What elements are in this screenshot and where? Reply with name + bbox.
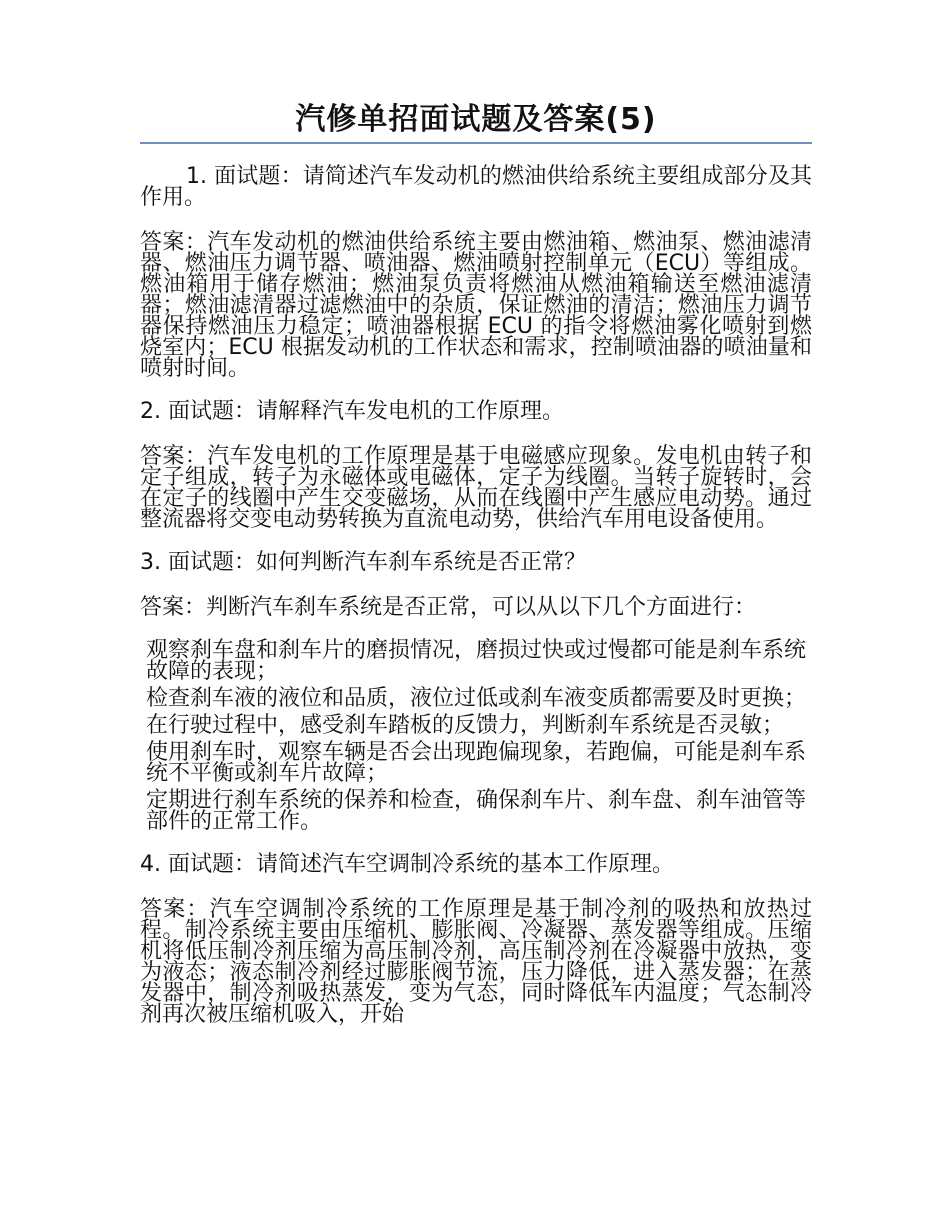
answer-3: 答案：判断汽车刹车系统是否正常，可以从以下几个方面进行： <box>140 595 757 620</box>
list-item: 使用刹车时，观察车辆是否会出现跑偏现象，若跑偏，可能是刹车系统不平衡或刹车片故障； <box>146 740 807 786</box>
answer-4: 答案：汽车空调制冷系统的工作原理是基于制冷剂的吸热和放热过程。制冷系统主要由压缩机、膨胀阀、冷凝器、蒸发器等组成。压缩机将低压制冷剂压缩为高压制冷剂，高压制冷剂在冷凝器中放热，变为液态；液态制冷剂经过膨胀阀节流，压力降低，进入蒸发器；在蒸发器中，制冷剂吸热蒸发，变为气态，同时降低车内温度；气态制冷剂再次被压缩机吸入，开始 <box>140 897 812 1027</box>
question-3: 3. 面试题：如何判断汽车刹车系统是否正常？ <box>140 550 586 575</box>
list-item: 检查刹车液的液位和品质，液位过低或刹车液变质都需要及时更换； <box>146 686 807 711</box>
list-item: 定期进行刹车系统的保养和检查，确保刹车片、刹车盘、刹车油管等部件的正常工作。 <box>146 788 807 834</box>
answer-2: 答案：汽车发电机的工作原理是基于电磁感应现象。发电机由转子和定子组成，转子为永磁体或电磁体，定子为线圈。当转子旋转时，会在定子的线圈中产生交变磁场，从而在线圈中产生感应电动势。通过整流器将交变电动势转换为直流电动势，供给汽车用电设备使用。 <box>140 444 812 532</box>
list-item: 在行驶过程中，感受刹车踏板的反馈力，判断刹车系统是否灵敏； <box>146 713 785 738</box>
question-2: 2. 面试题：请解释汽车发电机的工作原理。 <box>140 399 564 424</box>
list-item: 观察刹车盘和刹车片的磨损情况，磨损过快或过慢都可能是刹车系统故障的表现； <box>146 638 807 684</box>
question-1: 1. 面试题：请简述汽车发动机的燃油供给系统主要组成部分及其作用。 <box>140 164 812 210</box>
question-4: 4. 面试题：请简述汽车空调制冷系统的基本工作原理。 <box>140 852 674 877</box>
answer-1: 答案：汽车发动机的燃油供给系统主要由燃油箱、燃油泵、燃油滤清器、燃油压力调节器、喷油器、燃油喷射控制单元（ECU）等组成。燃油箱用于储存燃油；燃油泵负责将燃油从燃油箱输送至燃油滤清器；燃油滤清器过滤燃油中的杂质，保证燃油的清洁；燃油压力调节器保持燃油压力稳定；喷油器根据 ECU 的指令将燃油雾化喷射到燃烧室内；ECU 根据发动机的工作状态和需求，控制喷油器的喷油量和喷射时间。 <box>140 230 812 381</box>
document-title: 汽修单招面试题及答案(5) <box>140 100 812 144</box>
answer-3-list <box>140 640 812 832</box>
document-page <box>140 100 812 1025</box>
